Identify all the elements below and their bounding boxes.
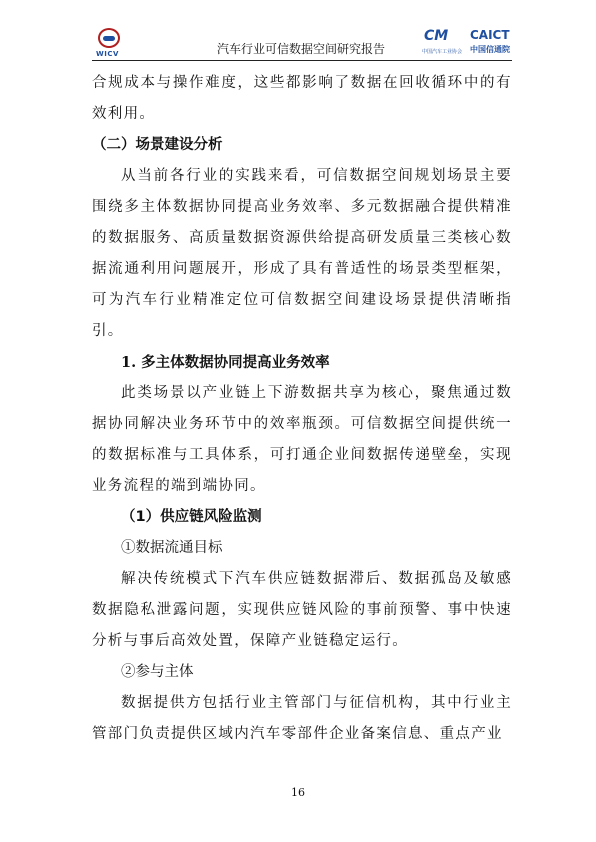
wicv-logo [92,28,126,60]
wicv-emblem-icon [98,28,120,48]
page-header [92,22,512,60]
caam-logo-subtitle: 中国汽车工业协会 [422,49,463,55]
header-divider [92,60,512,61]
paragraph-scenario-overview: 从当前各行业的实践来看，可信数据空间规划场景主要围绕多主体数据协同提高业务效率、多元数据融合提供精准的数据服务、高质量数据资源供给提高研发质量三类核心数据流通利用问题展开，形成了具有普适性的场景类型框架，可为汽车行业精准定位可信数据空间建设场景提供清晰指引。 [92,168,512,339]
caam-logo-mark: CM [424,28,449,44]
item-participants: ②参与主体 [121,664,194,680]
caict-logo [470,26,514,56]
item-data-goal: ①数据流通目标 [121,540,223,556]
caict-logo-subtitle: 中国信通院 [470,45,510,54]
header-title: 汽车行业可信数据空间研究报告 [217,42,386,56]
page-number: 16 [291,786,305,799]
subsection-heading-1: 1. 多主体数据协同提高业务效率 [121,354,330,371]
subsection-heading-supply-chain: （1）供应链风险监测 [121,509,262,525]
caict-logo-mark: CAICT [470,28,510,42]
wicv-logo-text: WICV [96,50,119,58]
paragraph-data-goal: 解决传统模式下汽车供应链数据滞后、数据孤岛及敏感数据隐私泄露问题，实现供应链风险的事前预警、事中快速分析与事后高效处置，保障产业链稳定运行。 [92,571,512,649]
caam-logo [422,26,462,56]
paragraph-participants: 数据提供方包括行业主管部门与征信机构，其中行业主管部门负责提供区域内汽车零部件企业备案信息、重点产业 [92,695,512,742]
section-heading: （二）场景建设分析 [92,137,223,153]
paragraph-multi-party: 此类场景以产业链上下游数据共享为核心，聚焦通过数据协同解决业务环节中的效率瓶颈。可信数据空间提供统一的数据标准与工具体系，可打通企业间数据传递壁垒，实现业务流程的端到端协同。 [92,385,512,494]
paragraph-continuation: 合规成本与操作难度，这些都影响了数据在回收循环中的有效利用。 [92,75,512,122]
page-body [92,68,512,750]
